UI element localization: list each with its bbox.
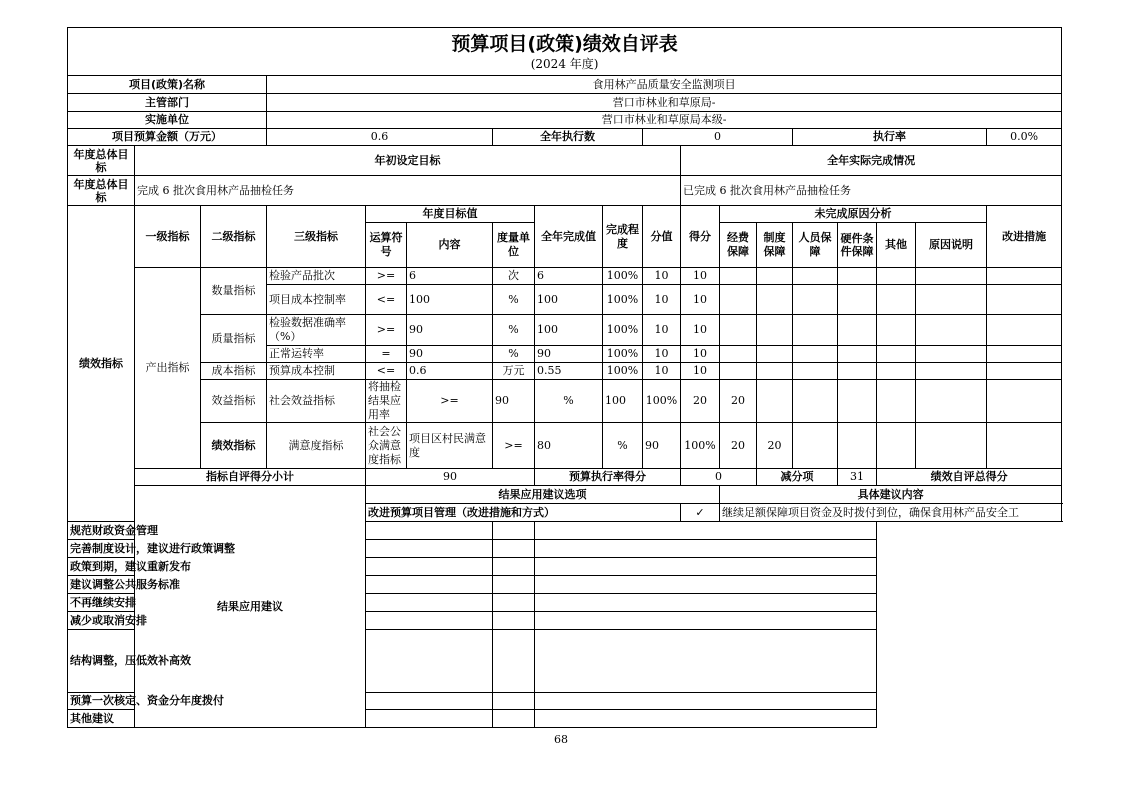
page-title: 预算项目(政策)绩效自评表 [451, 32, 678, 55]
indicator-completion: 100% [603, 346, 643, 363]
project-name-value: 食用林产品质量安全监测项目 [267, 76, 1062, 94]
total-label: 绩效自评总得分 [877, 469, 1062, 486]
suggestion-option: 减少或取消安排 [68, 612, 493, 630]
indicator-unit: % [535, 380, 603, 423]
self-evaluation-table [67, 27, 1062, 728]
suggestion-detail [535, 594, 877, 612]
indicator-op: = [366, 346, 407, 363]
suggestion-detail [535, 576, 877, 594]
suggestion-option: 不再继续安排 [68, 594, 493, 612]
dept-value: 营口市林业和草原局- [267, 94, 1062, 112]
group-benefit: 效益指标 [201, 380, 267, 423]
indicator-got: 10 [681, 268, 720, 285]
indicator-op: <= [366, 363, 407, 380]
indicator-score: 10 [643, 285, 681, 315]
checkbox-mark [493, 540, 535, 558]
indicator-content: 100 [407, 285, 493, 315]
empty-cell [987, 315, 1062, 346]
header-system: 制度保障 [757, 223, 793, 268]
header-unit: 度量单位 [493, 223, 535, 268]
empty-cell [838, 268, 877, 285]
header-level2: 二级指标 [201, 206, 267, 268]
header-got: 得分 [681, 206, 720, 268]
indicator-score: 20 [681, 380, 720, 423]
indicator-score: 10 [643, 346, 681, 363]
empty-cell [987, 268, 1062, 285]
perf-label-output: 绩效指标 [68, 206, 135, 522]
goals-initial-label: 年初设定目标 [135, 146, 681, 176]
checkbox-mark: ✓ [681, 504, 720, 522]
group-satisfaction: 满意度指标 [267, 423, 366, 469]
indicator-content: 90 [493, 380, 535, 423]
group-quantity: 数量指标 [201, 268, 267, 315]
header-completion: 完成程度 [603, 206, 643, 268]
goals-actual-label: 全年实际完成情况 [681, 146, 1062, 176]
empty-cell [838, 285, 877, 315]
page-subtitle: (2024 年度) [530, 56, 599, 71]
header-other: 其他 [877, 223, 916, 268]
indicator-actual: 0.55 [535, 363, 603, 380]
empty-cell [987, 423, 1062, 469]
indicator-actual: 100 [535, 285, 603, 315]
empty-cell [793, 285, 838, 315]
empty-cell [720, 346, 757, 363]
group-cost: 成本指标 [201, 363, 267, 380]
indicator-actual: 90 [535, 346, 603, 363]
empty-cell [793, 346, 838, 363]
empty-cell [757, 363, 793, 380]
empty-cell [877, 285, 916, 315]
empty-cell [793, 380, 838, 423]
header-actual: 全年完成值 [535, 206, 603, 268]
indicator-unit: % [493, 285, 535, 315]
rate-label: 执行率 [793, 129, 987, 146]
indicator-content: 6 [407, 268, 493, 285]
checkbox-mark [493, 594, 535, 612]
header-explain: 原因说明 [916, 223, 987, 268]
empty-cell [987, 363, 1062, 380]
header-content: 内容 [407, 223, 493, 268]
indicator-completion: 100% [643, 380, 681, 423]
indicator-completion: 100% [603, 285, 643, 315]
empty-cell [838, 423, 877, 469]
empty-cell [793, 315, 838, 346]
suggestion-detail [535, 630, 877, 693]
executed-label: 全年执行数 [493, 129, 643, 146]
indicator-unit: % [493, 346, 535, 363]
empty-cell [987, 346, 1062, 363]
subtotal-label: 指标自评得分小计 [135, 469, 366, 486]
header-level1: 一级指标 [135, 206, 201, 268]
executed-value: 0 [643, 129, 793, 146]
suggestion-detail-header: 具体建议内容 [720, 486, 1062, 504]
page-number: 68 [554, 733, 568, 746]
empty-cell [877, 315, 916, 346]
goals-initial-text: 完成 6 批次食用林产品抽检任务 [135, 176, 681, 206]
header-staff: 人员保障 [793, 223, 838, 268]
subtotal-value: 90 [366, 469, 535, 486]
indicator-completion: 100% [603, 315, 643, 346]
indicator-unit: % [603, 423, 643, 469]
empty-cell [757, 380, 793, 423]
indicator-score: 20 [720, 423, 757, 469]
empty-cell [916, 285, 987, 315]
suggestion-detail [535, 612, 877, 630]
empty-cell [793, 268, 838, 285]
indicator-actual: 6 [535, 268, 603, 285]
indicator-name: 项目区村民满意度 [407, 423, 493, 469]
empty-cell [720, 268, 757, 285]
goals-header-label: 年度总体目标 [68, 146, 135, 176]
budget-label: 项目预算金额（万元） [68, 129, 267, 146]
indicator-got: 10 [681, 363, 720, 380]
header-level3: 三级指标 [267, 206, 366, 268]
empty-cell [877, 380, 916, 423]
suggestion-options-header: 结果应用建议选项 [366, 486, 720, 504]
empty-cell [757, 268, 793, 285]
dept-label: 主管部门 [68, 94, 267, 112]
header-fund: 经费保障 [720, 223, 757, 268]
checkbox-mark [493, 576, 535, 594]
suggestion-detail [535, 540, 877, 558]
deduct-value: 31 [838, 469, 877, 486]
empty-cell [877, 268, 916, 285]
exec-score-value: 0 [681, 469, 757, 486]
header-hardware: 硬件条件保障 [838, 223, 877, 268]
empty-cell [720, 363, 757, 380]
empty-cell [916, 315, 987, 346]
indicator-name: 将抽检结果应用率 [366, 380, 407, 423]
suggestion-option: 规范财政资金管理 [68, 522, 493, 540]
header-improve: 改进措施 [987, 206, 1062, 268]
suggestion-option: 政策到期，建议重新发布 [68, 558, 493, 576]
empty-cell [877, 363, 916, 380]
indicator-name: 正常运转率 [267, 346, 366, 363]
perf-label-satisfaction: 绩效指标 [201, 423, 267, 469]
indicator-score: 10 [643, 315, 681, 346]
indicator-name: 检验数据准确率（%） [267, 315, 366, 346]
empty-cell [916, 268, 987, 285]
indicator-name: 项目成本控制率 [267, 285, 366, 315]
suggestion-option: 完善制度设计，建议进行政策调整 [68, 540, 493, 558]
suggestion-option: 结构调整，压低效补高效 [68, 630, 493, 693]
empty-cell [757, 285, 793, 315]
empty-cell [987, 380, 1062, 423]
suggestion-section-label: 结果应用建议 [135, 486, 366, 728]
checkbox-mark [493, 693, 535, 710]
indicator-got: 20 [720, 380, 757, 423]
deduct-label: 减分项 [757, 469, 838, 486]
indicator-score: 10 [643, 268, 681, 285]
empty-cell [757, 315, 793, 346]
indicator-score: 10 [643, 363, 681, 380]
indicator-content: 90 [407, 346, 493, 363]
empty-cell [793, 363, 838, 380]
indicator-op: >= [493, 423, 535, 469]
indicator-op: >= [366, 268, 407, 285]
checkbox-mark [493, 558, 535, 576]
goals-actual-text: 已完成 6 批次食用林产品抽检任务 [681, 176, 1062, 206]
indicator-completion: 100% [603, 268, 643, 285]
title-cell [68, 28, 1062, 76]
empty-cell [877, 346, 916, 363]
unit-value: 营口市林业和草原局本级- [267, 112, 1062, 129]
checkbox-mark [493, 630, 535, 693]
indicator-content: 90 [407, 315, 493, 346]
empty-cell [720, 285, 757, 315]
indicator-unit: 万元 [493, 363, 535, 380]
empty-cell [720, 315, 757, 346]
group-quality: 质量指标 [201, 315, 267, 363]
suggestion-option: 预算一次核定、资金分年度拨付 [68, 693, 493, 710]
indicator-name: 预算成本控制 [267, 363, 366, 380]
indicator-content: 0.6 [407, 363, 493, 380]
empty-cell [757, 346, 793, 363]
unit-label: 实施单位 [68, 112, 267, 129]
header-reason-group: 未完成原因分析 [720, 206, 987, 223]
group-output: 产出指标 [135, 268, 201, 469]
suggestion-detail [535, 693, 877, 710]
indicator-op: <= [366, 285, 407, 315]
checkbox-mark [493, 522, 535, 540]
checkbox-mark [493, 612, 535, 630]
empty-cell [916, 346, 987, 363]
header-operator: 运算符号 [366, 223, 407, 268]
empty-cell [838, 380, 877, 423]
empty-cell [987, 285, 1062, 315]
indicator-name: 检验产品批次 [267, 268, 366, 285]
exec-score-label: 预算执行率得分 [535, 469, 681, 486]
empty-cell [916, 363, 987, 380]
goals-row-label: 年度总体目标 [68, 176, 135, 206]
indicator-unit: % [493, 315, 535, 346]
indicator-got: 10 [681, 315, 720, 346]
indicator-actual: 90 [643, 423, 681, 469]
indicator-unit: 次 [493, 268, 535, 285]
suggestion-option: 建议调整公共服务标准 [68, 576, 493, 594]
empty-cell [838, 363, 877, 380]
suggestion-option: 其他建议 [68, 710, 493, 728]
indicator-op: >= [366, 315, 407, 346]
empty-cell [838, 315, 877, 346]
group-public-satisfaction: 社会公众满意度指标 [366, 423, 407, 469]
header-annual-target: 年度目标值 [366, 206, 535, 223]
indicator-completion: 100% [681, 423, 720, 469]
project-name-label: 项目(政策)名称 [68, 76, 267, 94]
indicator-got: 10 [681, 346, 720, 363]
suggestion-detail [535, 522, 877, 540]
suggestion-detail [535, 710, 877, 728]
budget-value: 0.6 [267, 129, 493, 146]
rate-value: 0.0% [987, 129, 1062, 146]
empty-cell [916, 423, 987, 469]
group-social-benefit: 社会效益指标 [267, 380, 366, 423]
indicator-content: 80 [535, 423, 603, 469]
empty-cell [916, 380, 987, 423]
empty-cell [838, 346, 877, 363]
header-score: 分值 [643, 206, 681, 268]
suggestion-detail: 继续足额保障项目资金及时拨付到位，确保食用林产品安全工 [720, 504, 1062, 522]
empty-cell [793, 423, 838, 469]
indicator-completion: 100% [603, 363, 643, 380]
indicator-op: >= [407, 380, 493, 423]
suggestion-detail [535, 558, 877, 576]
checkbox-mark [493, 710, 535, 728]
indicator-actual: 100 [535, 315, 603, 346]
indicator-got: 10 [681, 285, 720, 315]
indicator-got: 20 [757, 423, 793, 469]
indicator-actual: 100 [603, 380, 643, 423]
suggestion-option: 改进预算项目管理（改进措施和方式） [366, 504, 681, 522]
empty-cell [877, 423, 916, 469]
